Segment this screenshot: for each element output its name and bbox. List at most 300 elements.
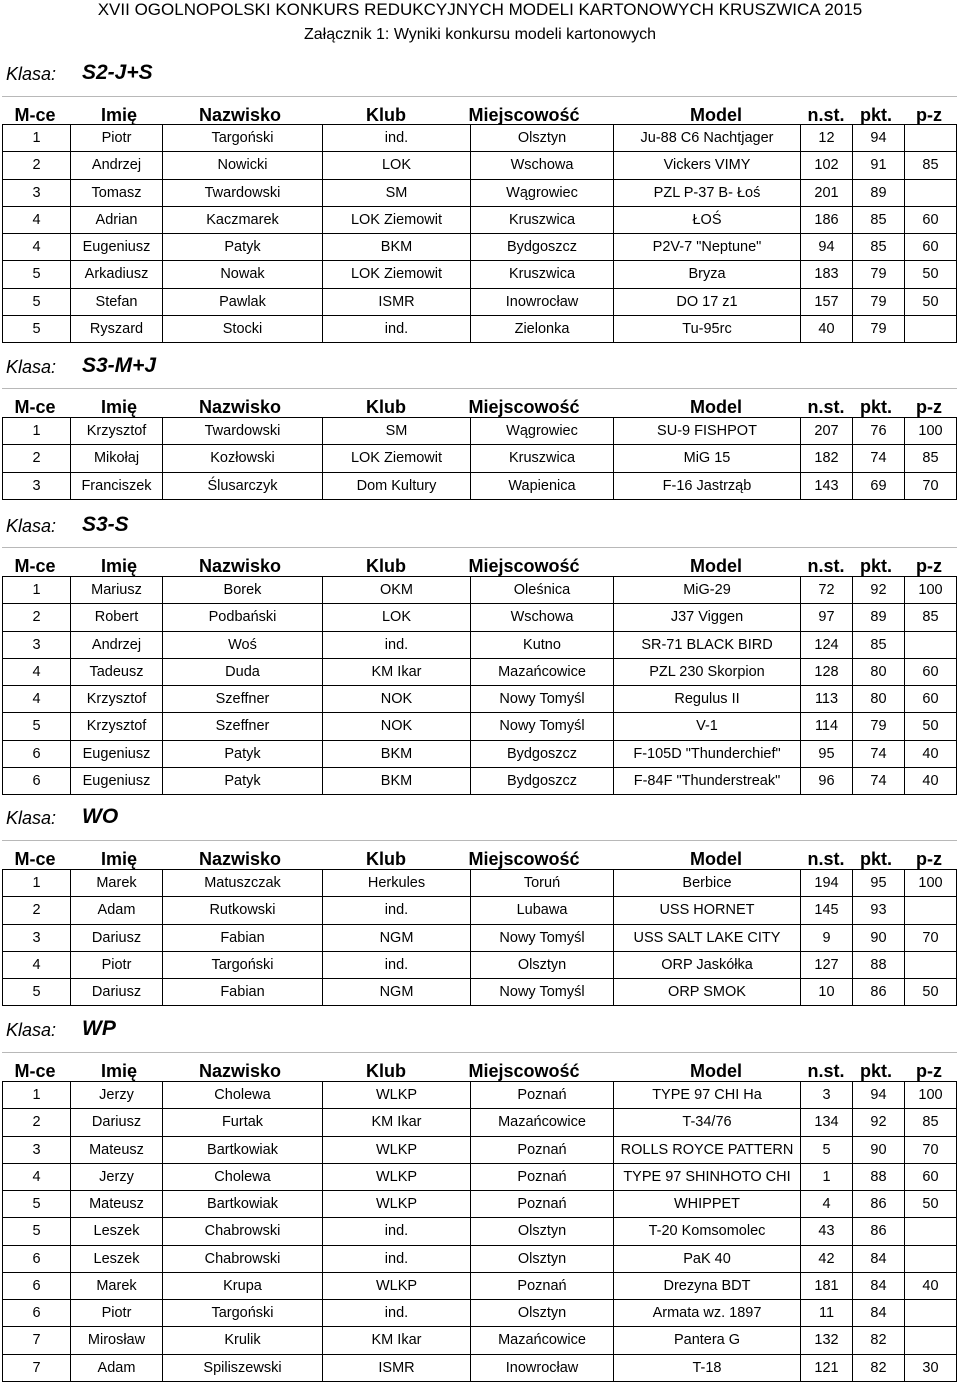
table-cell: 6 [2,1273,70,1300]
table-cell: Kruszwica [470,207,613,234]
table-cell: Robert [70,604,162,631]
column-header: Nazwisko [198,1061,282,1081]
table-row [2,577,957,604]
table-cell: Patyk [162,741,322,767]
table-cell: Szeffner [162,713,322,740]
table-cell: LOK [322,604,470,631]
table-cell: Kutno [470,632,613,658]
table-cell: T-20 Komsomolec [613,1218,800,1245]
table-cell: Lubawa [470,897,613,924]
klasa-name: WP [82,1017,116,1040]
table-cell: 76 [852,418,904,444]
table-cell: 121 [800,1355,852,1381]
table-cell: Pawlak [162,289,322,315]
table-cell: 85 [852,207,904,234]
table-cell: Bydgoszcz [470,234,613,260]
table-cell: Cholewa [162,1082,322,1108]
table-cell: PZL 230 Skorpion [613,659,800,686]
table-cell: 186 [800,207,852,234]
table-row [2,152,957,180]
column-header: Miejscowość [468,105,580,125]
table-cell: BKM [322,768,470,795]
table-cell: 90 [852,1137,904,1163]
table-cell: 145 [800,897,852,924]
table-cell [904,1300,957,1326]
table-cell: Bryza [613,261,800,288]
table-cell: PZL P-37 B- Łoś [613,180,800,206]
table-cell: WLKP [322,1191,470,1217]
table-cell: 79 [852,316,904,343]
table-cell: ISMR [322,1355,470,1381]
table-cell: Olsztyn [470,1300,613,1326]
table-cell: Poznań [470,1273,613,1300]
table-cell: Eugeniusz [70,741,162,767]
table-cell: 5 [2,713,70,740]
table-cell: Nowy Tomyśl [470,713,613,740]
table-cell: 42 [800,1246,852,1272]
table-cell: Andrzej [70,152,162,179]
table-cell: Nowy Tomyśl [470,979,613,1005]
column-header: p-z [916,397,942,417]
table-cell: Fabian [162,979,322,1005]
table-cell [904,952,957,979]
table-cell: 86 [852,1191,904,1217]
table-cell: 85 [904,604,957,631]
table-cell: 93 [852,897,904,924]
table-row [2,234,957,261]
klasa-name: S3-S [82,513,129,536]
table-cell: Spiliszewski [162,1355,322,1381]
column-header: Imię [100,105,138,125]
section-divider [2,388,957,389]
section-divider [2,840,957,841]
table-cell: Szeffner [162,686,322,712]
table-cell: 92 [852,577,904,603]
table-cell: Cholewa [162,1164,322,1191]
table-cell: 92 [852,1109,904,1136]
table-cell: 113 [800,686,852,712]
table-cell: 30 [904,1355,957,1381]
table-cell: 85 [904,1109,957,1136]
column-header: n.st. [807,397,845,417]
table-cell: Zielonka [470,316,613,343]
table-cell: NGM [322,925,470,951]
table-cell: 50 [904,713,957,740]
table-cell: Franciszek [70,473,162,499]
table-cell: Poznań [470,1191,613,1217]
table-row [2,870,957,897]
table-cell: Mazańcowice [470,659,613,686]
column-header: Miejscowość [468,556,580,576]
table-cell: 85 [904,445,957,472]
table-cell: J37 Viggen [613,604,800,631]
table-cell: Mazańcowice [470,1109,613,1136]
column-header: n.st. [807,105,845,125]
column-header: Imię [100,849,138,869]
table-cell: Kaczmarek [162,207,322,234]
column-header: Nazwisko [198,556,282,576]
table-row [2,1246,957,1273]
table-row [2,952,957,980]
table-cell: 4 [2,686,70,712]
table-cell: Inowrocław [470,1355,613,1381]
table-cell: 94 [852,125,904,151]
table-cell: Krulik [162,1327,322,1354]
table-cell: Jerzy [70,1164,162,1191]
table-cell: ind. [322,1218,470,1245]
table-cell: 181 [800,1273,852,1300]
table-cell: 4 [2,1164,70,1191]
table-cell: F-16 Jastrząb [613,473,800,499]
table-row [2,1273,957,1301]
table-cell: Dariusz [70,925,162,951]
table-cell: LOK Ziemowit [322,207,470,234]
page-title: XVII OGOLNOPOLSKI KONKURS REDUKCYJNYCH MODELI KARTONOWYCH KRUSZWICA 2015 [97,0,863,19]
table-cell: Poznań [470,1082,613,1108]
table-cell: Dom Kultury [322,473,470,499]
column-header: Klub [366,397,406,417]
table-cell: 157 [800,289,852,315]
table-cell: Inowrocław [470,289,613,315]
table-cell: Nowicki [162,152,322,179]
table-cell: Ślusarczyk [162,473,322,499]
table-cell: Pantera G [613,1327,800,1354]
table-cell: Kruszwica [470,261,613,288]
table-cell: 114 [800,713,852,740]
table-cell: 97 [800,604,852,631]
table-cell: Duda [162,659,322,686]
table-cell: 1 [800,1164,852,1191]
table-row [2,1191,957,1218]
table-cell: 5 [2,1218,70,1245]
table-cell: Bydgoszcz [470,768,613,795]
table-cell: TYPE 97 SHINHOTO CHI [613,1164,800,1191]
column-header: M-ce [14,397,56,417]
table-cell: Stefan [70,289,162,315]
table-cell: Leszek [70,1218,162,1245]
table-row [2,1300,957,1327]
table-cell: OKM [322,577,470,603]
table-cell: 95 [852,870,904,896]
table-row [2,897,957,925]
column-header: p-z [916,849,942,869]
table-cell: 70 [904,473,957,499]
table-cell: USS HORNET [613,897,800,924]
table-cell: 86 [852,979,904,1005]
table-cell: TYPE 97 CHI Ha [613,1082,800,1108]
table-cell: 1 [2,1082,70,1108]
table-cell: LOK Ziemowit [322,261,470,288]
table-cell: MiG-29 [613,577,800,603]
table-cell: Targoński [162,1300,322,1326]
table-cell: WLKP [322,1137,470,1163]
table-cell: Regulus II [613,686,800,712]
column-header: p-z [916,556,942,576]
table-cell: Twardowski [162,418,322,444]
table-cell: Krzysztof [70,686,162,712]
table-cell: V-1 [613,713,800,740]
table-row [2,180,957,207]
table-cell: Marek [70,1273,162,1300]
table-cell: Eugeniusz [70,768,162,795]
table-cell: Oleśnica [470,577,613,603]
table-cell: ind. [322,897,470,924]
table-row [2,473,957,500]
table-cell: Bartkowiak [162,1191,322,1217]
column-header: Nazwisko [198,849,282,869]
table-cell: 85 [904,152,957,179]
table-cell: 134 [800,1109,852,1136]
table-cell: Krzysztof [70,713,162,740]
klasa-label: Klasa: [6,516,57,536]
table-row [2,289,957,316]
table-cell: 100 [904,1082,957,1108]
table-cell: 60 [904,659,957,686]
table-cell: 50 [904,289,957,315]
table-cell: Adrian [70,207,162,234]
table-cell: Patyk [162,768,322,795]
table-cell: 6 [2,1300,70,1326]
table-cell: NOK [322,713,470,740]
table-cell: 6 [2,768,70,795]
table-cell: 72 [800,577,852,603]
table-cell: 132 [800,1327,852,1354]
table-cell: WLKP [322,1082,470,1108]
table-cell: 80 [852,686,904,712]
table-cell: Patyk [162,234,322,260]
table-cell: 5 [800,1137,852,1163]
table-cell: 5 [2,289,70,315]
table-cell [904,316,957,343]
table-cell: 182 [800,445,852,472]
table-cell [904,1218,957,1245]
table-cell: 127 [800,952,852,979]
table-cell: 2 [2,445,70,472]
table-cell: PaK 40 [613,1246,800,1272]
table-cell: 40 [904,741,957,767]
table-cell: BKM [322,234,470,260]
table-cell: 7 [2,1355,70,1381]
table-cell: Stocki [162,316,322,343]
column-header: p-z [916,105,942,125]
table-row [2,125,957,152]
table-cell: Kozłowski [162,445,322,472]
table-cell: Tomasz [70,180,162,206]
column-header: pkt. [859,397,892,417]
table-cell: Mateusz [70,1137,162,1163]
column-header: Model [690,556,742,576]
table-cell: Drezyna BDT [613,1273,800,1300]
table-cell: Targoński [162,952,322,979]
table-cell: MiG 15 [613,445,800,472]
column-header: Model [690,397,742,417]
table-cell: Olsztyn [470,125,613,151]
table-cell: ind. [322,1300,470,1326]
table-cell: 1 [2,577,70,603]
table-cell: Chabrowski [162,1218,322,1245]
table-cell: 3 [2,632,70,658]
table-row [2,768,957,796]
table-cell: 89 [852,180,904,206]
table-cell: 2 [2,1109,70,1136]
table-cell: Kruszwica [470,445,613,472]
table-cell: Piotr [70,1300,162,1326]
table-cell: DO 17 z1 [613,289,800,315]
column-header: Model [690,849,742,869]
table-row [2,925,957,952]
column-header: pkt. [859,849,892,869]
table-cell: 70 [904,1137,957,1163]
section-divider [2,96,957,97]
table-row [2,1109,957,1137]
table-cell: Wschowa [470,604,613,631]
column-header: n.st. [807,1061,845,1081]
column-header: Klub [366,1061,406,1081]
table-cell: 88 [852,952,904,979]
table-cell: KM Ikar [322,1327,470,1354]
table-row [2,1164,957,1192]
table-cell: 82 [852,1327,904,1354]
table-row [2,686,957,713]
table-cell: 3 [2,925,70,951]
table-cell: WHIPPET [613,1191,800,1217]
table-cell: 4 [2,952,70,979]
table-cell: P2V-7 "Neptune" [613,234,800,260]
table-cell: 40 [800,316,852,343]
column-header: Imię [100,1061,138,1081]
table-cell: Bartkowiak [162,1137,322,1163]
table-cell: LOK Ziemowit [322,445,470,472]
table-cell: 1 [2,418,70,444]
table-cell: 3 [2,473,70,499]
table-cell: 69 [852,473,904,499]
column-header: M-ce [14,1061,56,1081]
table-cell: KM Ikar [322,659,470,686]
table-cell: 50 [904,1191,957,1217]
column-header: Nazwisko [198,105,282,125]
table-cell: 79 [852,713,904,740]
table-cell: Herkules [322,870,470,896]
klasa-label: Klasa: [6,1020,57,1040]
table-row [2,604,957,632]
table-cell: 5 [2,316,70,343]
column-header: Nazwisko [198,397,282,417]
table-cell: Tu-95rc [613,316,800,343]
table-cell: Krzysztof [70,418,162,444]
table-cell: 89 [852,604,904,631]
table-cell: Nowy Tomyśl [470,686,613,712]
table-cell: 143 [800,473,852,499]
column-header: M-ce [14,849,56,869]
klasa-label: Klasa: [6,357,57,377]
table-cell: 6 [2,1246,70,1272]
column-header: Miejscowość [468,397,580,417]
table-cell: 3 [800,1082,852,1108]
section-divider [2,1052,957,1053]
table-cell: 4 [800,1191,852,1217]
table-row [2,445,957,473]
table-cell [904,897,957,924]
table-cell: Podbański [162,604,322,631]
column-header: n.st. [807,556,845,576]
table-cell: F-84F "Thunderstreak" [613,768,800,795]
table-cell: Adam [70,897,162,924]
table-row [2,659,957,687]
table-cell: 70 [904,925,957,951]
table-cell: 43 [800,1218,852,1245]
table-cell: 82 [852,1355,904,1381]
table-cell [904,1327,957,1354]
column-header: pkt. [859,105,892,125]
section-divider [2,547,957,548]
table-cell: 74 [852,741,904,767]
table-cell: Mariusz [70,577,162,603]
table-cell: LOK [322,152,470,179]
table-cell: 90 [852,925,904,951]
table-cell: Marek [70,870,162,896]
column-header: Model [690,1061,742,1081]
table-cell: 60 [904,686,957,712]
table-cell: 74 [852,445,904,472]
table-cell: WLKP [322,1273,470,1300]
table-cell: 6 [2,741,70,767]
column-header: Imię [100,556,138,576]
column-header: Miejscowość [468,1061,580,1081]
table-cell [904,1246,957,1272]
table-cell: 100 [904,577,957,603]
table-cell: Ju-88 C6 Nachtjager [613,125,800,151]
table-cell: 194 [800,870,852,896]
table-cell: Olsztyn [470,1246,613,1272]
table-cell: Chabrowski [162,1246,322,1272]
table-row [2,632,957,659]
table-cell: Wapienica [470,473,613,499]
column-header: Klub [366,849,406,869]
table-cell [904,632,957,658]
table-cell: Bydgoszcz [470,741,613,767]
table-cell: Jerzy [70,1082,162,1108]
table-cell: 96 [800,768,852,795]
table-cell: Ryszard [70,316,162,343]
table-cell: 2 [2,897,70,924]
table-cell: 100 [904,418,957,444]
table-row [2,418,957,445]
table-cell: SU-9 FISHPOT [613,418,800,444]
table-cell: 5 [2,261,70,288]
table-row [2,1218,957,1246]
table-cell: 4 [2,234,70,260]
table-cell: Piotr [70,125,162,151]
table-cell: SM [322,180,470,206]
table-cell: 95 [800,741,852,767]
results-table [2,124,957,343]
table-cell: ind. [322,632,470,658]
table-cell: 60 [904,234,957,260]
table-cell: 50 [904,979,957,1005]
table-cell: 12 [800,125,852,151]
table-row [2,741,957,768]
table-cell: 201 [800,180,852,206]
table-cell: Poznań [470,1164,613,1191]
table-cell: 3 [2,180,70,206]
table-row [2,261,957,289]
table-cell: Wągrowiec [470,418,613,444]
table-cell: Nowak [162,261,322,288]
table-row [2,979,957,1006]
table-cell: Fabian [162,925,322,951]
klasa-name: S3-M+J [82,354,157,377]
table-cell: Furtak [162,1109,322,1136]
